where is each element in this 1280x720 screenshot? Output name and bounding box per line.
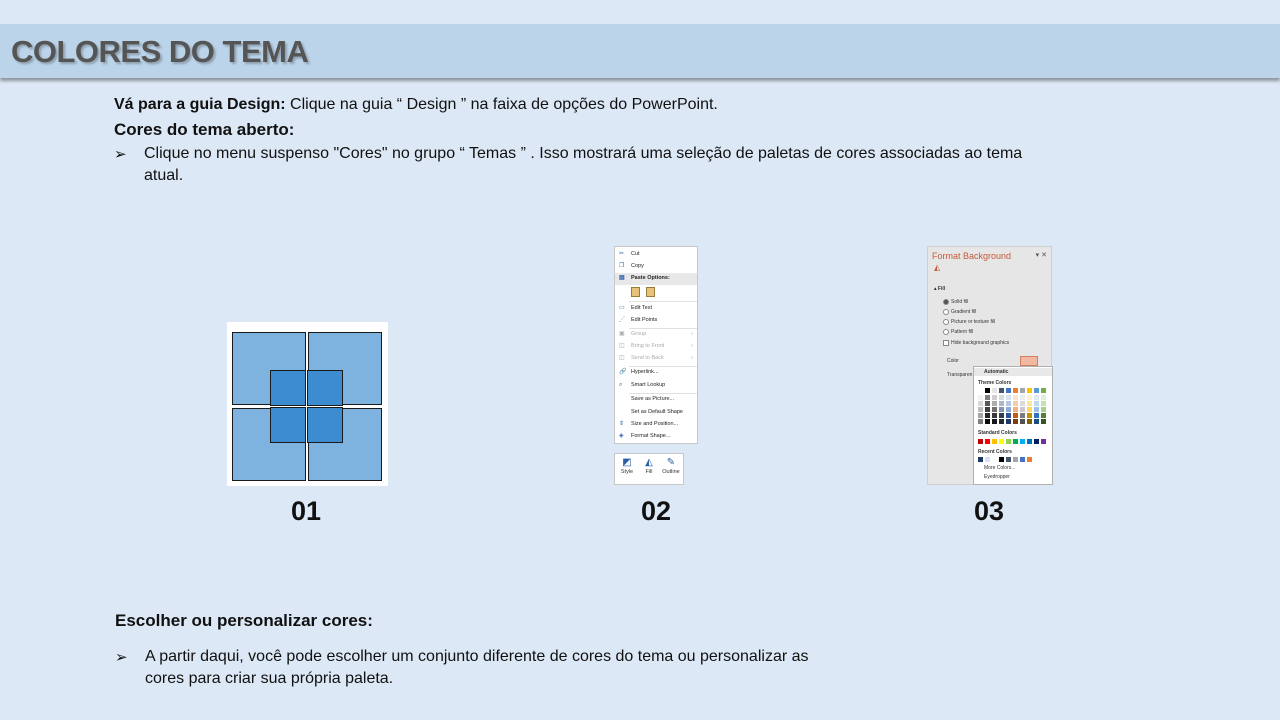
color-swatch[interactable] [1034,388,1039,393]
menu-item-save-as-picture[interactable]: Save as Picture... [631,396,675,402]
fill-button[interactable]: ◭ Fill [639,456,659,475]
color-swatch[interactable] [978,419,983,424]
color-swatch[interactable] [999,419,1004,424]
color-swatch[interactable] [1027,407,1032,412]
color-swatch[interactable] [1041,388,1046,393]
color-swatch[interactable] [1041,413,1046,418]
menu-item-bring-to-front: ◫ Bring to Front › [619,343,693,349]
scissors-icon: ✂ [619,251,625,257]
color-swatch[interactable] [999,401,1004,406]
paste-icon: ▤ [619,275,625,281]
bullet1-line1: Clique no menu suspenso "Cores" no grupo “ Temas ” . Isso mostrará uma seleção de paletas de cores associadas ao tema [144,145,1023,162]
color-swatch[interactable] [992,419,997,424]
color-swatch[interactable] [1027,401,1032,406]
color-swatch[interactable] [1013,401,1018,406]
theme-colors-label: Theme Colors [978,380,1012,386]
color-swatch[interactable] [1020,401,1025,406]
color-swatch[interactable] [985,457,990,462]
color-swatch[interactable] [1020,439,1025,444]
outline-button[interactable]: ✎ Outline [662,457,680,475]
color-swatch[interactable] [992,388,997,393]
color-swatch[interactable] [1034,401,1039,406]
color-swatch[interactable] [992,413,997,418]
gradient-fill-label: Gradient fill [951,309,977,315]
color-swatch[interactable] [985,419,990,424]
color-swatch[interactable] [1013,439,1018,444]
transparency-label: Transparen [947,372,973,378]
color-swatch[interactable] [999,395,1004,400]
color-palette-dropdown [973,366,1053,485]
bottom-bullet-line1: A partir daqui, você pode escolher um conjunto diferente de cores do tema ou personalizar as [145,648,809,665]
paint-bucket-icon: ◭ [645,457,653,468]
fill-section-header[interactable]: ▴ Fill [934,286,946,292]
color-swatch[interactable] [985,413,990,418]
menu-item-send-to-back: ◫ Send to Back › [619,355,693,361]
color-swatch[interactable] [992,407,997,412]
color-swatch[interactable] [1020,395,1025,400]
pen-icon: ✎ [666,457,676,468]
center-square-3 [270,407,306,443]
center-square-2 [307,370,343,406]
color-swatch[interactable] [1034,407,1039,412]
format-shape-icon: ◈ [619,433,624,439]
color-swatch[interactable] [1006,413,1011,418]
menu-item-hyperlink[interactable]: 🔗 Hyperlink... [619,369,659,375]
menu-header-paste-options: ▤ Paste Options: [615,273,697,285]
menu-item-smart-lookup[interactable]: ⌕ Smart Lookup [619,382,666,388]
menu-item-edit-text[interactable]: ▭ Edit Text [619,305,652,311]
color-swatch[interactable] [1020,419,1025,424]
pane-title: Format Background [932,251,1012,261]
search-icon: ⌕ [619,382,623,388]
center-square-1 [270,370,306,406]
color-swatch[interactable] [1013,413,1018,418]
color-swatch[interactable] [1013,419,1018,424]
color-swatch[interactable] [978,395,983,400]
color-swatch[interactable] [992,457,997,462]
image-overlapping-squares [227,322,388,486]
design-bold-label: Vá para a guia Design: [114,96,286,113]
link-icon: 🔗 [619,369,627,375]
color-swatch[interactable] [999,407,1004,412]
fill-bucket-icon: ◭ [934,263,941,272]
color-swatch[interactable] [985,395,990,400]
color-swatch[interactable] [1013,407,1018,412]
menu-item-format-shape[interactable]: ◈ Format Shape... [619,433,671,439]
bottom-bullet-line2: cores para criar sua própria paleta. [145,670,394,687]
bullet-arrow-icon: ➢ [114,146,127,163]
picture-fill-radio[interactable] [943,319,949,325]
color-swatch[interactable] [1034,439,1039,444]
color-swatch[interactable] [1034,419,1039,424]
color-swatch[interactable] [992,439,997,444]
design-text: Clique na guia “ Design ” na faixa de opções do PowerPoint. [285,96,718,113]
design-instruction [114,94,718,115]
color-swatch[interactable] [1020,388,1025,393]
color-swatch[interactable] [1041,401,1046,406]
color-picker-button[interactable] [1020,356,1038,366]
close-icon[interactable]: ▾ ✕ [1035,252,1047,259]
color-swatch[interactable] [1027,395,1032,400]
group-icon: ▣ [619,331,625,337]
hide-graphics-checkbox[interactable] [943,340,949,346]
context-menu [614,246,698,444]
color-swatch[interactable] [1020,457,1025,462]
color-swatch[interactable] [1041,419,1046,424]
color-swatch[interactable] [1013,457,1018,462]
color-swatch[interactable] [1006,439,1011,444]
open-theme-heading: Cores do tema aberto: [114,120,295,139]
color-swatch[interactable] [1027,413,1032,418]
bring-to-front-icon: ◫ [619,343,625,349]
color-swatch[interactable] [992,395,997,400]
automatic-option[interactable]: Automatic [974,368,1052,376]
menu-item-edit-points[interactable]: ⋰ Edit Points [619,317,658,323]
color-swatch[interactable] [978,388,983,393]
color-swatch[interactable] [1034,413,1039,418]
center-square-4 [307,407,343,443]
label-03: 03 [973,496,1005,526]
color-swatch[interactable] [978,401,983,406]
color-swatch[interactable] [992,401,997,406]
size-icon: ⇕ [619,421,625,427]
color-swatch[interactable] [1027,388,1032,393]
paste-keep-formatting-icon[interactable] [631,287,640,297]
send-to-back-icon: ◫ [619,355,625,361]
color-swatch[interactable] [1041,407,1046,412]
color-swatch[interactable] [978,413,983,418]
color-swatch[interactable] [1013,388,1018,393]
color-swatch[interactable] [1034,395,1039,400]
gradient-fill-radio[interactable] [943,309,949,315]
color-swatch[interactable] [985,401,990,406]
solid-fill-radio[interactable] [943,299,949,305]
style-button[interactable]: ◩ Style [617,456,637,475]
hide-graphics-label: Hide background graphics [951,340,1010,346]
color-swatch[interactable] [978,457,983,462]
color-swatch[interactable] [999,388,1004,393]
color-swatch[interactable] [1006,388,1011,393]
color-swatch[interactable] [1013,395,1018,400]
style-icon: ◩ [622,457,632,468]
label-02: 02 [640,496,672,526]
bullet-arrow-icon: ➢ [115,649,128,666]
color-swatch[interactable] [1006,407,1011,412]
color-swatch[interactable] [1006,395,1011,400]
color-swatch[interactable] [1041,395,1046,400]
color-label: Color [947,358,959,364]
color-swatch[interactable] [1041,439,1046,444]
menu-item-copy[interactable]: ❐ Copy [619,263,644,269]
copy-icon: ❐ [619,263,625,269]
picture-fill-label: Picture or texture fill [951,319,996,325]
edit-text-icon: ▭ [619,305,625,311]
mini-toolbar [614,453,684,485]
eyedropper-option[interactable]: Eyedropper [984,474,1010,480]
color-swatch[interactable] [1027,457,1032,462]
color-swatch[interactable] [999,413,1004,418]
label-01: 01 [290,496,322,526]
color-swatch[interactable] [1027,439,1032,444]
color-swatch[interactable] [978,407,983,412]
color-swatch[interactable] [1006,419,1011,424]
recent-colors-label: Recent Colors [978,449,1012,455]
color-swatch[interactable] [999,439,1004,444]
color-swatch[interactable] [1006,401,1011,406]
more-colors-option[interactable]: More Colors... [984,465,1016,471]
menu-item-cut[interactable]: ✂ Cut [619,251,640,257]
color-swatch[interactable] [1020,407,1025,412]
solid-fill-label: Solid fill [951,299,969,305]
color-swatch[interactable] [985,439,990,444]
menu-item-group: ▣ Group › [619,331,693,337]
standard-colors-label: Standard Colors [978,430,1017,436]
bullet1-line2: atual. [144,167,184,184]
pattern-fill-radio[interactable] [943,329,949,335]
customize-heading: Escolher ou personalizar cores: [115,611,373,630]
paste-picture-icon[interactable] [646,287,655,297]
color-swatch[interactable] [985,388,990,393]
color-swatch[interactable] [1006,457,1011,462]
menu-item-size-position[interactable]: ⇕ Size and Position... [619,421,679,427]
color-swatch[interactable] [985,407,990,412]
color-swatch[interactable] [978,439,983,444]
color-swatch[interactable] [1020,413,1025,418]
slide-title: COLORES DO TEMA [11,34,309,69]
menu-item-set-default-shape[interactable]: Set as Default Shape [631,409,683,415]
pattern-fill-label: Pattern fill [951,329,974,335]
color-swatch[interactable] [999,457,1004,462]
color-swatch[interactable] [1027,419,1032,424]
edit-points-icon: ⋰ [619,317,625,323]
